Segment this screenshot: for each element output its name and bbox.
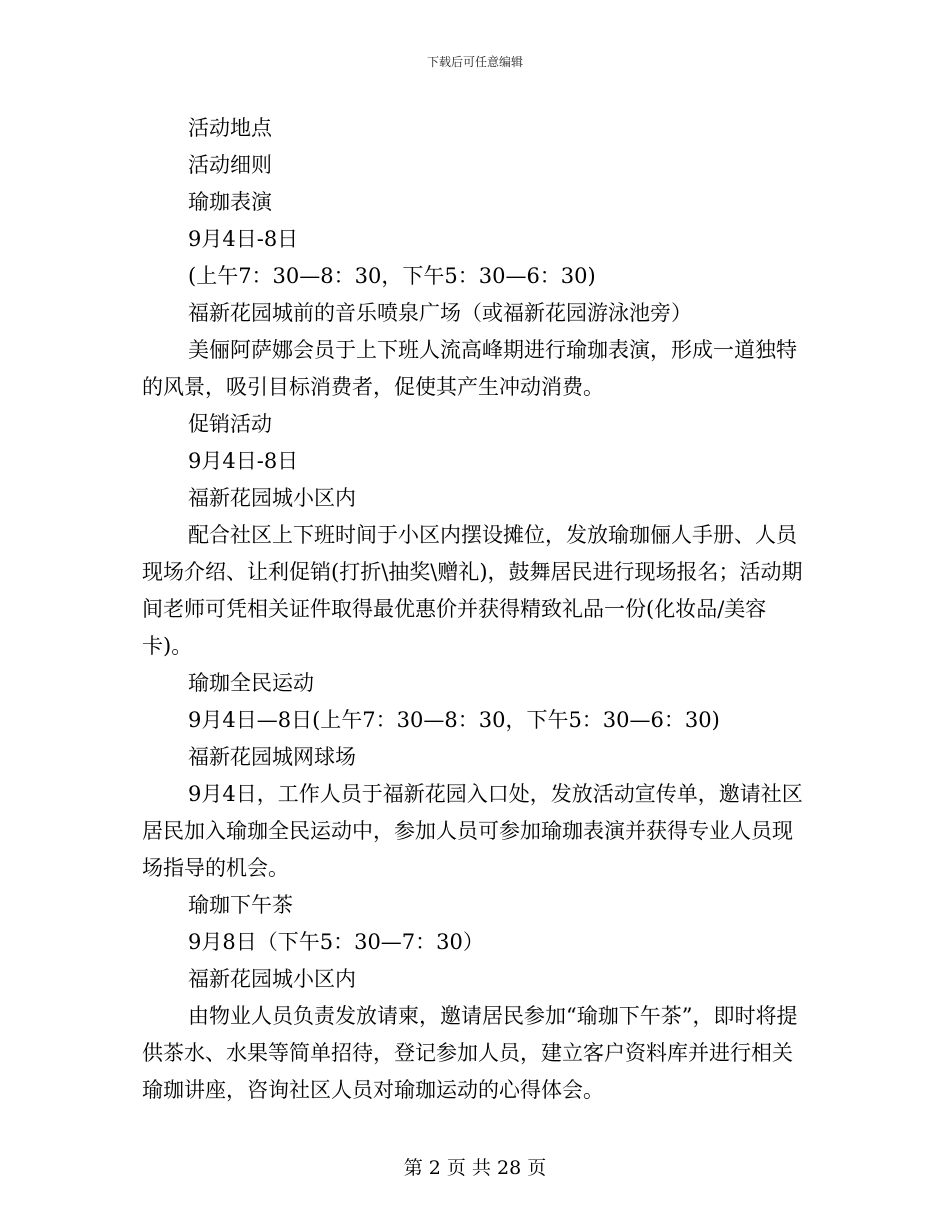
paragraph: 美俪阿萨娜会员于上下班人流高峰期进行瑜珈表演，形成一道独特的风景，吸引目标消费者，促使其产生冲动消费。 bbox=[142, 338, 797, 399]
paragraph: 福新花园城小区内 bbox=[188, 486, 356, 510]
paragraph: 瑜珈全民运动 bbox=[188, 671, 314, 695]
paragraph: (上午7：30—8：30，下午5：30—6：30) bbox=[188, 264, 596, 288]
paragraph: 福新花园城小区内 bbox=[188, 967, 356, 991]
paragraph: 9月4日-8日 bbox=[188, 227, 299, 251]
paragraph: 9月4日-8日 bbox=[188, 449, 299, 473]
paragraph: 福新花园城网球场 bbox=[188, 745, 356, 769]
paragraph: 促销活动 bbox=[188, 412, 272, 436]
paragraph: 福新花园城前的音乐喷泉广场（或福新花园游泳池旁） bbox=[188, 301, 692, 325]
page-header-note: 下载后可任意编辑 bbox=[426, 55, 523, 69]
paragraph: 9月4日—8日(上午7：30—8：30，下午5：30—6：30) bbox=[188, 708, 720, 732]
paragraph: 瑜珈表演 bbox=[188, 190, 272, 214]
paragraph: 9月4日，工作人员于福新花园入口处，发放活动宣传单，邀请社区居民加入瑜珈全民运动中，参加人员可参加瑜珈表演并获得专业人员现场指导的机会。 bbox=[142, 782, 803, 880]
paragraph: 由物业人员负责发放请柬，邀请居民参加“瑜珈下午茶”，即时将提供茶水、水果等简单招待，登记参加人员，建立客户资料库并进行相关瑜珈讲座，咨询社区人员对瑜珈运动的心得体会。 bbox=[142, 1004, 798, 1102]
paragraph: 活动细则 bbox=[188, 153, 272, 177]
page-number: 第 2 页 共 28 页 bbox=[403, 1157, 547, 1179]
paragraph: 配合社区上下班时间于小区内摆设摊位，发放瑜珈俪人手册、人员现场介绍、让利促销(打折\抽奖\赠礼)，鼓舞居民进行现场报名；活动期间老师可凭相关证件取得最优惠价并获得精致礼品一份(化妆品/美容卡)。 bbox=[142, 523, 803, 658]
paragraph: 9月8日（下午5：30—7：30） bbox=[188, 930, 484, 954]
document-body bbox=[142, 110, 808, 1109]
paragraph: 瑜珈下午茶 bbox=[188, 893, 293, 917]
paragraph: 活动地点 bbox=[188, 116, 272, 140]
